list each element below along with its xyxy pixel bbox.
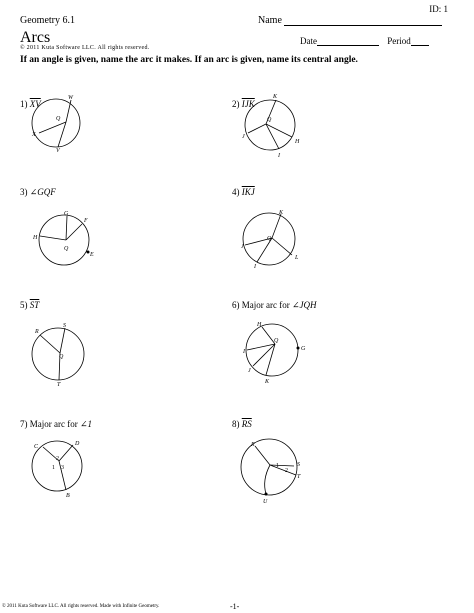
copyright: © 2011 Kuta Software LLC. All rights reserved. <box>20 45 150 51</box>
label-j: J <box>242 134 245 140</box>
problem-2: 2) $\overline{IJK}$ <box>232 99 255 109</box>
label-3: 3 <box>61 465 64 471</box>
page-title: Arcs <box>20 29 51 46</box>
label-i: I <box>278 153 280 159</box>
label-d: D <box>75 441 80 447</box>
label-x: X <box>32 132 36 138</box>
label-h: H <box>257 322 262 328</box>
problem-4: 4) $\overline{IKJ}$ <box>232 187 255 197</box>
label-i: I <box>254 264 256 270</box>
label-q: Q <box>267 117 272 123</box>
label-k: K <box>273 94 278 100</box>
label-q: Q <box>59 354 64 360</box>
label-r: R <box>35 329 39 335</box>
figure-5 <box>32 328 84 380</box>
label-q: Q <box>56 116 61 122</box>
figure-8 <box>241 439 297 495</box>
label-g: G <box>64 211 69 217</box>
problem-1: 1) $\overline{XV}$ <box>20 99 41 109</box>
instructions: If an angle is given, name the arc it makes. If an arc is given, name its central angle. <box>20 55 358 65</box>
date-label: Date <box>300 36 317 46</box>
label-v: V <box>56 148 60 154</box>
label-j: J <box>248 368 251 374</box>
problem-7: 7) Major arc for ∠1 <box>20 419 93 429</box>
label-w: W <box>68 95 73 101</box>
worksheet-id: ID: 1 <box>429 4 448 14</box>
label-h: H <box>295 139 300 145</box>
label-k: K <box>265 379 270 385</box>
footer-copyright: © 2011 Kuta Software LLC. All rights reserved. Made with Infinite Geometry. <box>2 604 160 609</box>
label-f: F <box>84 218 88 224</box>
page-number: -1- <box>230 602 240 611</box>
label-q: Q <box>64 246 69 252</box>
label-1: 1 <box>276 463 279 469</box>
label-u: U <box>263 499 268 505</box>
label-l: L <box>295 255 299 261</box>
figure-2 <box>245 100 295 150</box>
label-s: S <box>63 323 66 329</box>
label-t: T <box>297 474 301 480</box>
problem-5: 5) $\overline{ST}$ <box>20 300 40 310</box>
figure-1 <box>32 99 80 147</box>
label-r: R <box>251 442 255 448</box>
label-2: 2 <box>56 456 59 462</box>
label-q: Q <box>274 338 279 344</box>
figure-7 <box>32 441 82 491</box>
figure-6 <box>246 324 298 376</box>
label-k: K <box>279 210 284 216</box>
figure-3 <box>39 215 89 265</box>
label-q: Q <box>267 236 272 242</box>
label-e: E <box>90 252 94 258</box>
problem-8: 8) $\overline{RS}$ <box>232 419 252 429</box>
problem-3: 3) ∠GQF <box>20 187 56 197</box>
label-h: H <box>33 235 38 241</box>
label-b: B <box>66 493 70 499</box>
period-label: Period <box>387 36 411 46</box>
course-title: Geometry 6.1 <box>20 15 75 26</box>
label-2: 2 <box>285 468 288 474</box>
label-g: G <box>301 346 306 352</box>
label-s: S <box>297 462 300 468</box>
label-1: 1 <box>52 465 55 471</box>
problem-6: 6) Major arc for ∠JQH <box>232 300 317 310</box>
label-t: T <box>57 382 61 388</box>
name-label: Name <box>258 15 282 26</box>
label-c: C <box>34 444 39 450</box>
label-j: J <box>241 244 244 250</box>
label-i: I <box>243 349 245 355</box>
